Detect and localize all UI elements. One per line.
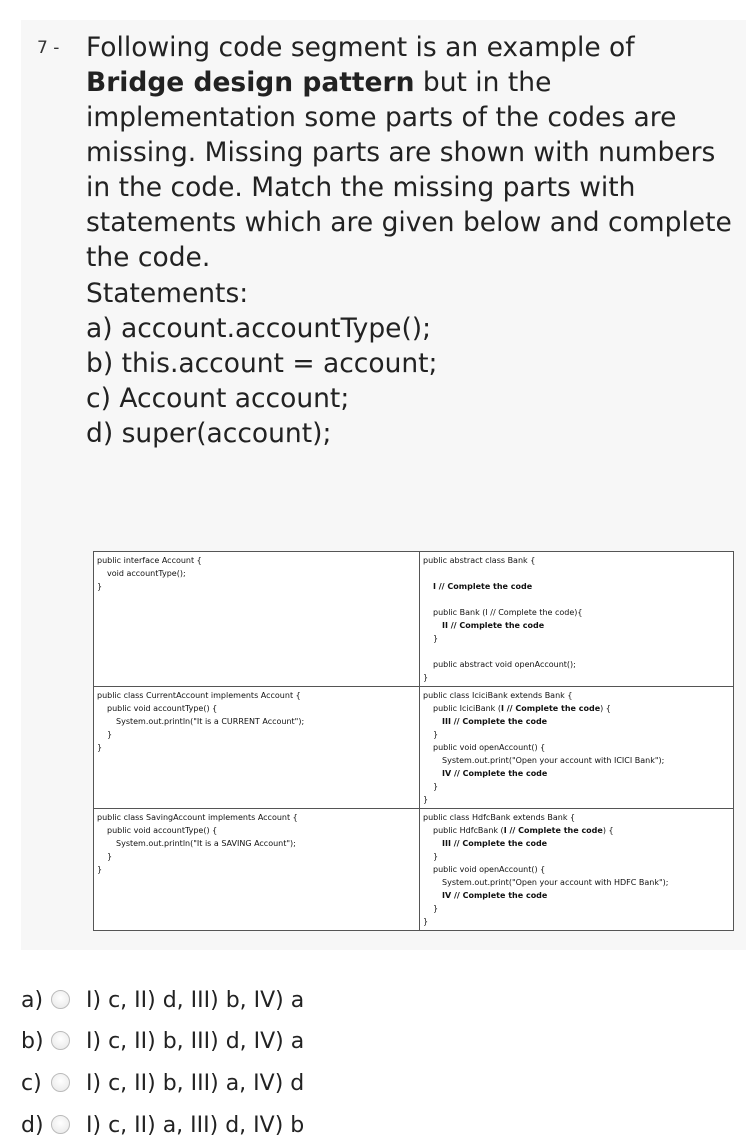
code-line: System.out.println("It is a CURRENT Account");: [116, 717, 305, 726]
code-line: public void openAccount() {: [433, 743, 546, 752]
code-line: public IciciBank (I // Complete the code) {: [433, 704, 611, 713]
option-letter: b): [21, 1029, 44, 1054]
option-c[interactable]: [0, 1068, 746, 1100]
code-line: public HdfcBank (I // Complete the code) {: [433, 826, 614, 835]
code-line: public void openAccount() {: [433, 865, 546, 874]
code-line: }: [107, 852, 113, 861]
option-d[interactable]: [0, 1110, 746, 1142]
code-line: System.out.println("It is a SAVING Account");: [116, 839, 296, 848]
radio-button[interactable]: [51, 1031, 70, 1050]
question-bold-term: Bridge design pattern: [86, 67, 415, 98]
code-line: void accountType();: [107, 569, 186, 578]
option-label[interactable]: I) c, II) b, III) a, IV) d: [86, 1071, 305, 1096]
statement-item: c) Account account;: [86, 383, 350, 414]
statement-item: d) super(account);: [86, 418, 332, 449]
code-line: public interface Account {: [97, 556, 202, 565]
code-line: }: [97, 582, 103, 591]
code-line-blank-I: I // Complete the code: [433, 582, 533, 591]
code-line: public class CurrentAccount implements Account {: [97, 691, 301, 700]
code-cell-icici-bank: [420, 687, 734, 809]
code-line: }: [433, 634, 439, 643]
code-line: }: [423, 673, 429, 682]
statements: [86, 276, 438, 451]
code-line: }: [97, 865, 103, 874]
statement-item: b) this.account = account;: [86, 348, 438, 379]
code-cell-account-interface: [94, 552, 420, 687]
option-letter: c): [21, 1071, 42, 1096]
option-letter: a): [21, 988, 44, 1013]
code-line: System.out.print("Open your account with ICICI Bank");: [442, 756, 665, 765]
code-table: [93, 551, 734, 931]
radio-button[interactable]: [51, 990, 70, 1009]
statements-title: Statements:: [86, 278, 249, 309]
code-line: }: [433, 904, 439, 913]
code-line: public class HdfcBank extends Bank {: [423, 813, 576, 822]
code-line: }: [107, 730, 113, 739]
statement-item: a) account.accountType();: [86, 313, 432, 344]
code-line: public void accountType() {: [107, 704, 218, 713]
code-line: public abstract void openAccount();: [433, 660, 576, 669]
code-line: }: [433, 852, 439, 861]
question-text-part: but in the implementation some parts of the codes are missing. Missing parts are shown with numbers in the code. Match the missing parts with statements which are given below and complete the code.: [86, 67, 732, 273]
code-line: public class SavingAccount implements Account {: [97, 813, 298, 822]
code-line: }: [423, 795, 429, 804]
code-line: }: [423, 917, 429, 926]
code-line: }: [433, 782, 439, 791]
radio-button[interactable]: [51, 1115, 70, 1134]
code-cell-bank-class: [420, 552, 734, 687]
code-line-blank-III: III // Complete the code: [442, 839, 548, 848]
code-cell-saving-account: [94, 809, 420, 931]
option-b[interactable]: [0, 1026, 746, 1058]
option-a[interactable]: [0, 985, 746, 1017]
code-line: System.out.print("Open your account with HDFC Bank");: [442, 878, 669, 887]
question-text-part: Following code segment is an example of: [86, 32, 635, 63]
option-label[interactable]: I) c, II) b, III) d, IV) a: [86, 1029, 305, 1054]
option-letter: d): [21, 1113, 44, 1138]
code-line: public abstract class Bank {: [423, 556, 536, 565]
code-line-blank-IV: IV // Complete the code: [442, 891, 548, 900]
question-text: [86, 30, 736, 275]
radio-button[interactable]: [51, 1073, 70, 1092]
code-cell-current-account: [94, 687, 420, 809]
code-line: public void accountType() {: [107, 826, 218, 835]
code-cell-hdfc-bank: [420, 809, 734, 931]
option-label[interactable]: I) c, II) d, III) b, IV) a: [86, 988, 305, 1013]
code-line-blank-III: III // Complete the code: [442, 717, 548, 726]
code-line: public Bank (I // Complete the code){: [433, 608, 583, 617]
option-label[interactable]: I) c, II) a, III) d, IV) b: [86, 1113, 305, 1138]
code-line: }: [433, 730, 439, 739]
code-line-blank-IV: IV // Complete the code: [442, 769, 548, 778]
question-number: 7 -: [37, 38, 60, 58]
code-line-blank-II: II // Complete the code: [442, 621, 545, 630]
code-line: }: [97, 743, 103, 752]
code-line: public class IciciBank extends Bank {: [423, 691, 573, 700]
